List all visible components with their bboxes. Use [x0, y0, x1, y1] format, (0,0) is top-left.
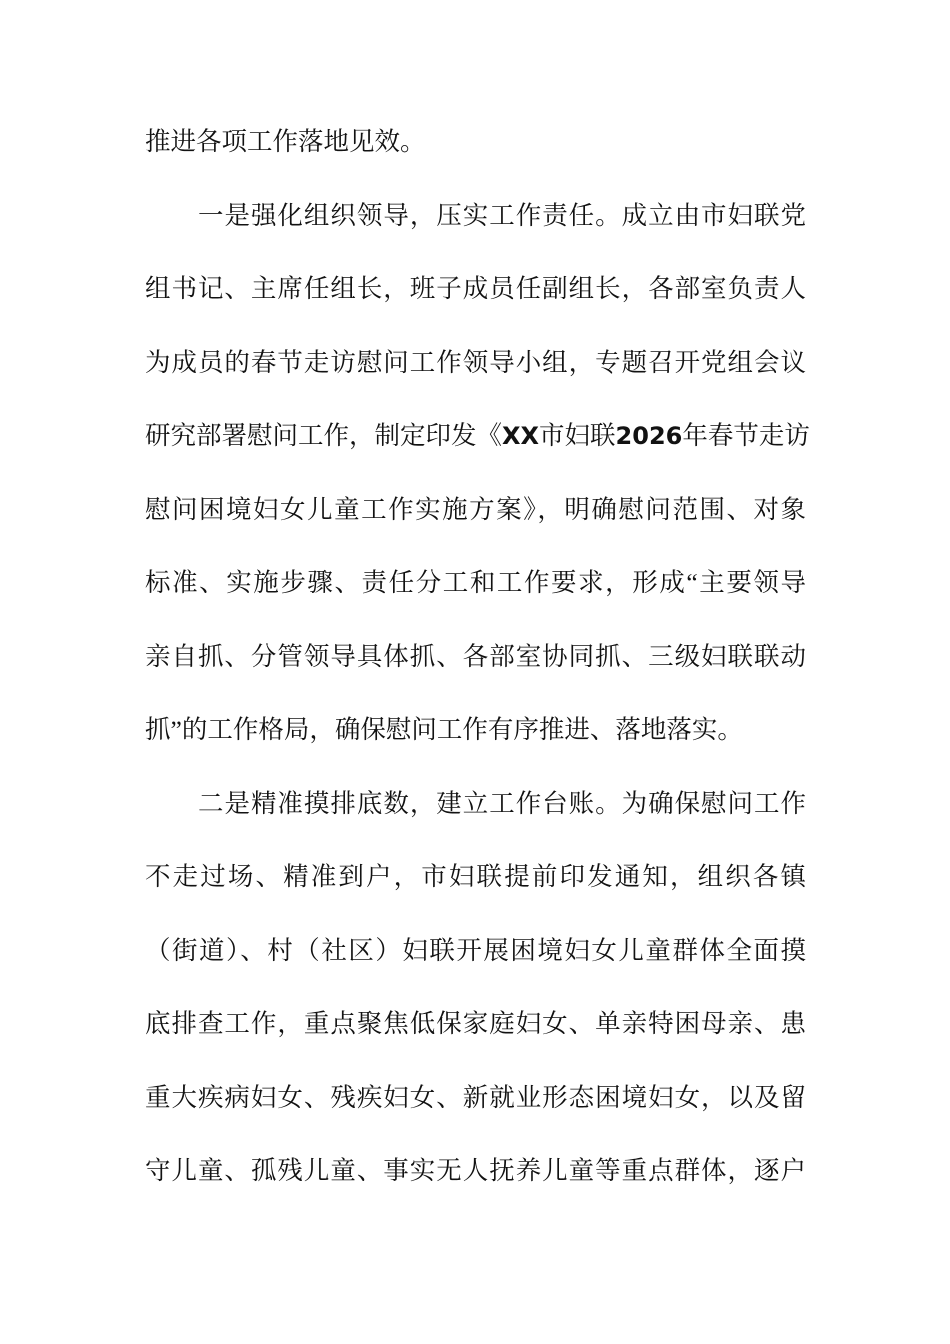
text-line: 底排查工作，重点聚焦低保家庭妇女、单亲特困母亲、患 — [145, 1009, 806, 1038]
text-line: 守儿童、孤残儿童、事实无人抚养儿童等重点群体，逐户 — [145, 1156, 806, 1185]
org-placeholder-text: XX — [502, 422, 540, 450]
text-line: 不走过场、精准到户，市妇联提前印发通知，组织各镇 — [145, 862, 806, 891]
text-line: 亲自抓、分管领导具体抓、各部室协同抓、三级妇联联动 — [145, 641, 806, 671]
text-line — [145, 399, 810, 473]
text-line: 为成员的春节走访慰问工作领导小组，专题召开党组会议 — [145, 347, 806, 377]
text-line: （街道）、村（社区）妇联开展困境妇女儿童群体全面摸 — [145, 935, 806, 965]
text-line: 二是精准摸排底数，建立工作台账。为确保慰问工作 — [198, 788, 806, 818]
text-line: 重大疾病妇女、残疾妇女、新就业形态困境妇女，以及留 — [145, 1082, 806, 1112]
text-line: 标准、实施步骤、责任分工和工作要求，形成“主要领导 — [145, 568, 806, 597]
document-body — [145, 105, 810, 1208]
text-line: 抓”的工作格局，确保慰问工作有序推进、落地落实。 — [145, 715, 743, 744]
text-line: 组书记、主席任组长，班子成员任副组长，各部室负责人 — [145, 274, 806, 303]
year-text: 2026 — [615, 422, 683, 450]
text-line: 一是强化组织领导，压实工作责任。成立由市妇联党 — [198, 200, 806, 230]
text-line: 慰问困境妇女儿童工作实施方案》，明确慰问范围、对象 — [145, 494, 806, 524]
text-segment: 市妇联 — [539, 421, 616, 450]
text-segment: 研究部署慰问工作，制定印发《 — [145, 421, 503, 450]
text-line: 推进各项工作落地见效。 — [145, 127, 426, 156]
text-segment: 年春节走访 — [682, 421, 810, 450]
